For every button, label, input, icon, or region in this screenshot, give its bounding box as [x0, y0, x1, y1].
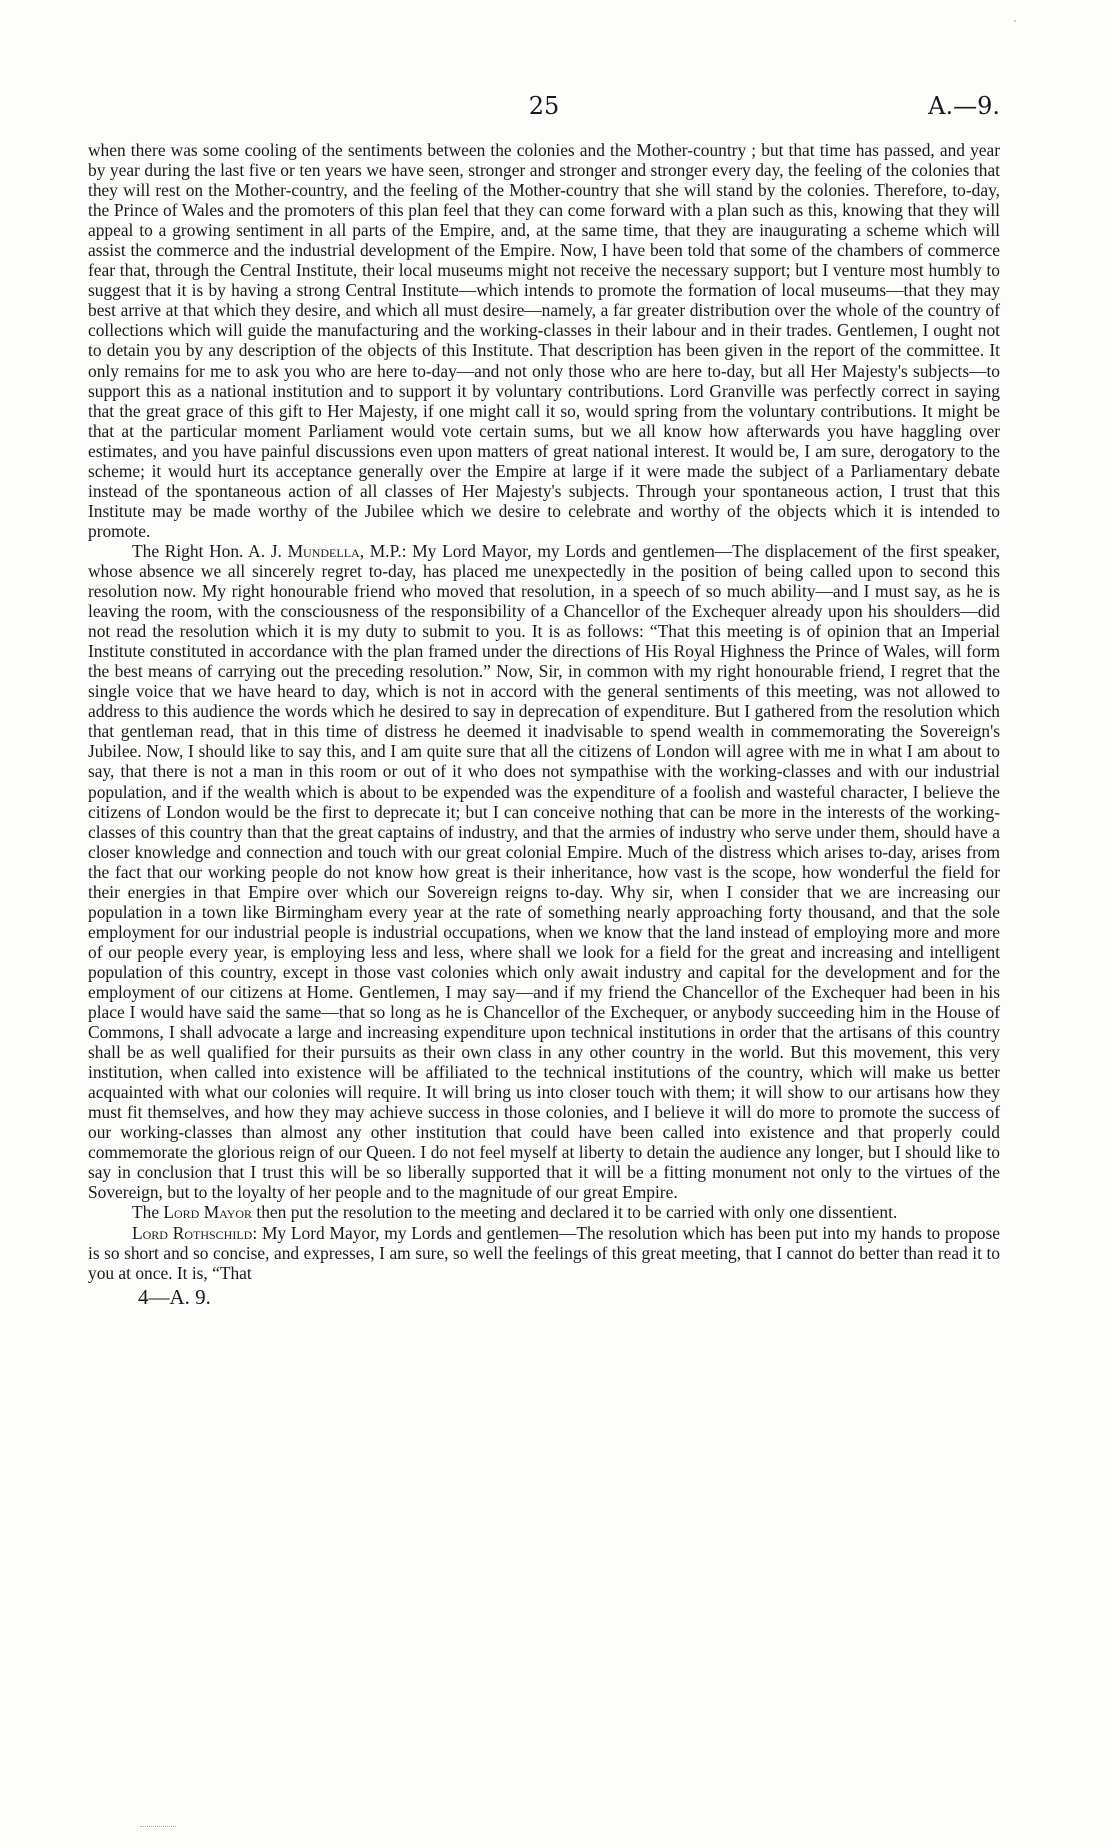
- footer-mark: [140, 1826, 176, 1833]
- narration-text: then put the resolution to the meeting and declared it to be carried with only one dissentient.: [252, 1202, 898, 1223]
- paragraph-mundella-speech: [88, 541, 1000, 1203]
- speaker-name: Mundella: [287, 540, 360, 561]
- page-number: 25: [528, 92, 560, 120]
- paragraph-rothschild-speech: [88, 1223, 1000, 1283]
- speaker-name: Lord Rothschild: [132, 1222, 253, 1243]
- paper-speck: [1014, 20, 1016, 22]
- page-header: [88, 92, 1000, 126]
- signature-mark: 4—A. 9.: [138, 1284, 211, 1309]
- speaker-prefix: The: [132, 1202, 164, 1223]
- speech-text: , M.P.: My Lord Mayor, my Lords and gentlemen—The displacement of the first speaker, whose absence we all sincerely regret to-day, has placed me unexpectedly in the position of being called upon to second this resolution now. My right honourable friend who moved that resolution, in a speech of so much ability—and I must say, as he is leaving the room, with the consciousness of the responsibility of a Chancellor of the Exchequer already upon his shoulders—did not read the resolution which it is my duty to submit to you. It is as follows: “That this meeting is of opinion that an Imperial Institute constituted in accordance with the plan framed under the directions of His Royal Highness the Prince of Wales, will form the best means of carrying out the preceding resolution.” Now, Sir, in common with my right honourable friend, I regret that the single voice that we have heard to day, which is not in accord with the general sentiments of this meeting, was not allowed to address to this audience the words which he desired to say in deprecation of expenditure. But I gathered from the resolution which that gentleman read, that in this time of distress he deemed it inadvisable to spend wealth in commemorating the Sovereign's Jubilee. Now, I should like to say this, and I am quite sure that all the citizens of London will agree with me in what I am about to say, that there is not a man in this room or out of it who does not sympathise with the working-classes and with our industrial population, and if the wealth which is about to be expended was the expenditure of a foolish and wasteful character, I believe the citizens of London would be the first to deprecate it; but I can conceive nothing that can be more in the interests of the working-classes of this country than that the great captains of industry, and that the armies of industry who serve under them, should have a closer knowledge and connection and touch with our great colonial Empire. Much of the distress which arises to-day, arises from the fact that our working people do not know how great is their inheritance, how vast is the scope, how wonderful the field for their energies in that Empire over which our Sovereign reigns to-day. Why sir, when I consider that we are increasing our population in a town like Birmingham every year at the rate of something nearly approaching forty thousand, and that the sole employment for our industrial people is industrial occupations, when we know that the land instead of employing more and more of our people every year, is employing less and less, where shall we look for a field for the great and increasing and intelligent population of this country, except in those vast colonies which only await industry and capital for the development and for the employment of our citizens at Home. Gentlemen, I may say—and if my friend the Chancellor of the Exchequer had been in his place I would have said the same—that so long as he is Chancellor of the Exchequer, or anybody succeeding him in the House of Commons, I shall advocate a large and increasing expenditure upon technical institutions in order that the artisans of this country shall be as well qualified for their pursuits as their own class in any other country in the world. But this movement, this very institution, when called into existence will be affiliated to the technical institutions of the country, which will make us better acquainted with what our colonies will require. It will bring us into closer touch with them; it will show to our artisans how they must fit themselves, and how they may achieve success in those colonies, and I believe it will do more to promote the success of our working-classes than almost any other institution that could have been called into existence and that properly could commemorate the glorious reign of our Queen. I do not feel myself at liberty to detain the audience any longer, but I should like to say in conclusion that I trust this will be so liberally supported that it will be a fitting monument not only to the virtues of the Sovereign, but to the loyalty of her people and to the magnitude of our great Empire.: [88, 540, 1000, 1203]
- document-page: [88, 92, 1000, 1310]
- speaker-name: Lord Mayor: [163, 1202, 253, 1223]
- document-reference: A.—9.: [928, 92, 1000, 120]
- paragraph-speech-continuation: when there was some cooling of the sentiments between the colonies and the Mother-country ; but that time has passed, and year by year during the last five or ten years we have seen, stronger and stronger and stronger every day, the feeling of the colonies that they will rest on the Mother-country, and the feeling of the Mother-country that she will stand by the colonies. Therefore, to-day, the Prince of Wales and the promoters of this plan feel that they can come forward with a plan such as this, knowing that they will appeal to a growing sentiment in all parts of the Empire, and, at the same time, that they are inaugurating a scheme which will assist the commerce and the industrial development of the Empire. Now, I have been told that some of the chambers of commerce fear that, through the Central Institute, their local museums might not receive the necessary support; but I venture most humbly to suggest that it is by having a strong Central Institute—which intends to promote the formation of local museums—that they may best arrive at that which they desire, and which all must desire—namely, a far greater distribution over the whole of the country of collections which will guide the manufacturing and the working-classes in their labour and in their trades. Gentlemen, I ought not to detain you by any description of the objects of this Institute. That description has been given in the report of the committee. It only remains for me to ask you who are here to-day—and not only those who are here to-day, but all Her Majesty's subjects—to support this as a national institution and to support it by voluntary contributions. Lord Granville was perfectly correct in saying that the great grace of this gift to Her Majesty, if one might call it so, would spring from the voluntary contributions. It might be that at the particular moment Parliament would vote certain sums, but we all know how afterwards you have haggling over estimates, and you have painful discussions even upon matters of great national interest. It would be, I am sure, derogatory to the scheme; it would hurt its acceptance generally over the Empire at large if it were made the subject of a Parliamentary debate instead of the spontaneous action of all classes of Her Majesty's subjects. Through your spontaneous action, I trust that this Institute may be made worthy of the Jubilee which we desire to celebrate and worthy of the objects which it is intended to promote.: [88, 140, 1000, 541]
- speech-text: : My Lord Mayor, my Lords and gentlemen—The resolution which has been put into my hands to propose is so short and so concise, and expresses, I am sure, so well the feelings of this great meeting, that I cannot do better than read it to you at once. It is, “That: [88, 1222, 1000, 1283]
- speaker-prefix: The Right Hon. A. J.: [132, 540, 288, 561]
- paragraph-lord-mayor: [88, 1202, 1000, 1222]
